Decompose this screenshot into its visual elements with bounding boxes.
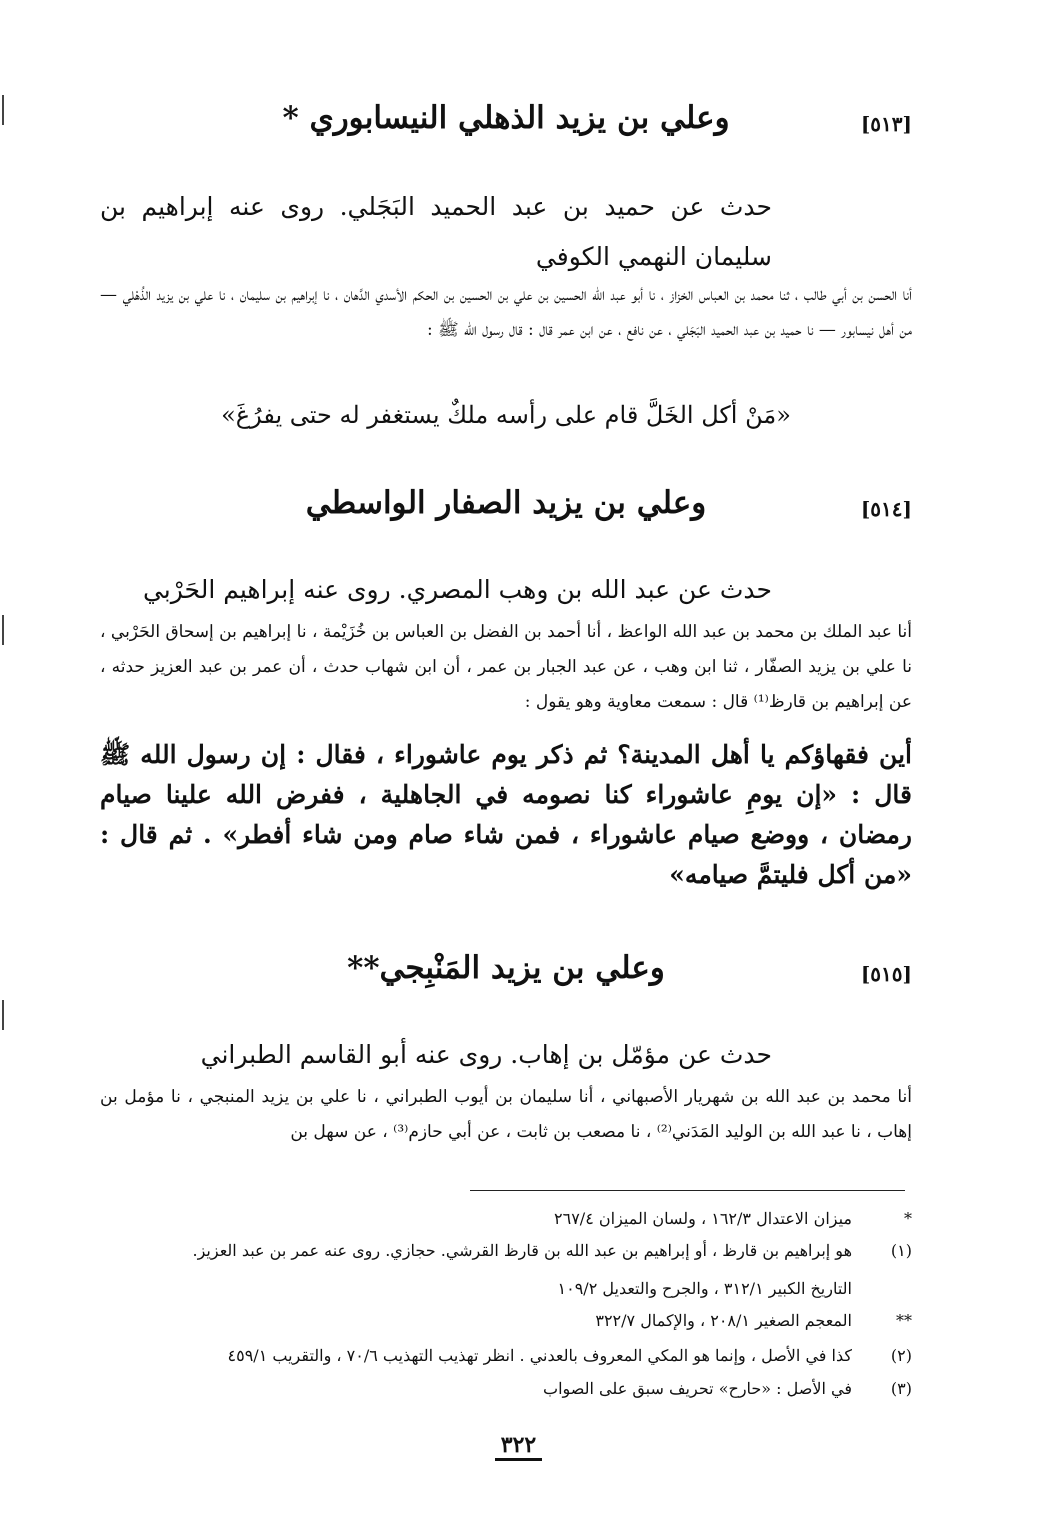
footnote-text: التاريخ الكبير ٣١٢/١ ، والجرح والتعديل ١٠٩/٢ [557,1279,852,1298]
footnote [110,1240,912,1262]
footnote-mark: (٣) [890,1379,912,1398]
entry-heading [100,950,912,996]
entry-title: وعلي بن يزيد الذهلي النيسابوري * [282,100,730,136]
footnote [110,1278,912,1300]
entry-matn: «مَنْ أكل الخَلَّ قام على رأسه ملكٌ يستغفر له حتى يفرُغَ» [221,401,791,429]
footnote [110,1208,912,1230]
page-edge-mark [2,1000,4,1030]
entry-isnad: أنا محمد بن عبد الله بن شهريار الأصبهاني ، أنا سليمان بن أيوب الطبراني ، نا علي بن يزيد المنبجي ، نا مؤمل بن إهاب ، نا عبد الله بن الوليد المَدَني⁽²⁾ ، نا مصعب بن ثابت ، عن أبي حازم⁽³⁾ ، عن سهل بن [100,1087,912,1142]
footnote [110,1378,912,1400]
footnote [110,1310,912,1332]
entry-isnad: أنا الحسن بن أبي طالب ، ثنا محمد بن العباس الخزاز ، نا أبو عبد الله الحسين بن علي بن الحسين بن الحكم الأسدي الدَّهان ، نا إبراهيم بن سليمان ، نا علي بن يزيد الذُهْلي — من أهل نيسابور — نا حميد بن عبد الحميد البَجَلي ، عن نافع ، عن ابن عمر قال : قال رسول الله ﷺ : [100,285,912,340]
footnote-mark: ** [896,1311,912,1330]
entry-number: [٥١٣] [860,112,912,136]
entry-lead: حدث عن مؤمّل بن إهاب. روى عنه أبو القاسم الطبراني [200,1040,772,1069]
entry-title: وعلي بن يزيد الصفار الواسطي [305,485,707,521]
page-number [0,1432,1037,1461]
footnote-text: في الأصل : «حارح» تحريف سبق على الصواب [543,1379,852,1398]
footnote-mark: (٢) [890,1346,912,1365]
entry-isnad: أنا عبد الملك بن محمد بن عبد الله الواعظ ، أنا أحمد بن الفضل بن العباس بن خُزَيْمة ، نا إبراهيم بن إسحاق الحَرْبي ، نا علي بن يزيد الصفّار ، ثنا ابن وهب ، عن عبد الجبار بن عمر ، أن ابن شهاب حدث ، أن عمر بن عبد العزيز حدثه ، عن إبراهيم بن قارظ⁽¹⁾ قال : سمعت معاوية وهو يقول : [100,622,912,712]
footnote-separator [470,1190,905,1191]
entry-matn: أين فقهاؤكم يا أهل المدينة؟ ثم ذكر يوم عاشوراء ، فقال : إن رسول الله ﷺ قال : «إن يومِ عاشوراء كنا نصومه في الجاهلية ، ففرض الله علينا صيام رمضان ، ووضع صيام عاشوراء ، فمن شاء صام ومن شاء أفطر» . ثم قال : «من أكل فليتمَّ صيامه» [100,740,912,889]
footnote [110,1345,912,1367]
entry-title: وعلي بن يزيد المَنْبِجي** [347,950,665,986]
entry-lead: حدث عن حميد بن عبد الحميد البَجَلي. روى عنه إبراهيم بن سليمان النهمي الكوفي [100,192,772,271]
entry-number: [٥١٤] [860,497,912,521]
footnote-mark: * [904,1209,912,1228]
entry-lead: حدث عن عبد الله بن وهب المصري. روى عنه إبراهيم الحَرْبي [142,575,772,604]
footnote-text: كذا في الأصل ، وإنما هو المكي المعروف بالعدني . انظر تهذيب التهذيب ٧٠/٦ ، والتقريب ٤٥٩/١ [227,1346,852,1365]
page-number-text: ٣٢٢ [495,1432,542,1461]
page-edge-mark [2,95,4,125]
footnote-text: هو إبراهيم بن قارظ ، أو إبراهيم بن عبد الله بن قارظ القرشي. حجازي. روى عنه عمر بن عبد العزيز. [192,1241,852,1260]
entry-number: [٥١٥] [860,962,912,986]
page-edge-mark [2,615,4,645]
entry-heading [100,100,912,146]
footnote-text: ميزان الاعتدال ١٦٢/٣ ، ولسان الميزان ٢٦٧/٤ [554,1209,852,1228]
entry-heading [100,485,912,531]
footnote-mark: (١) [890,1241,912,1260]
footnote-text: المعجم الصغير ٢٠٨/١ ، والإكمال ٣٢٢/٧ [595,1311,852,1330]
